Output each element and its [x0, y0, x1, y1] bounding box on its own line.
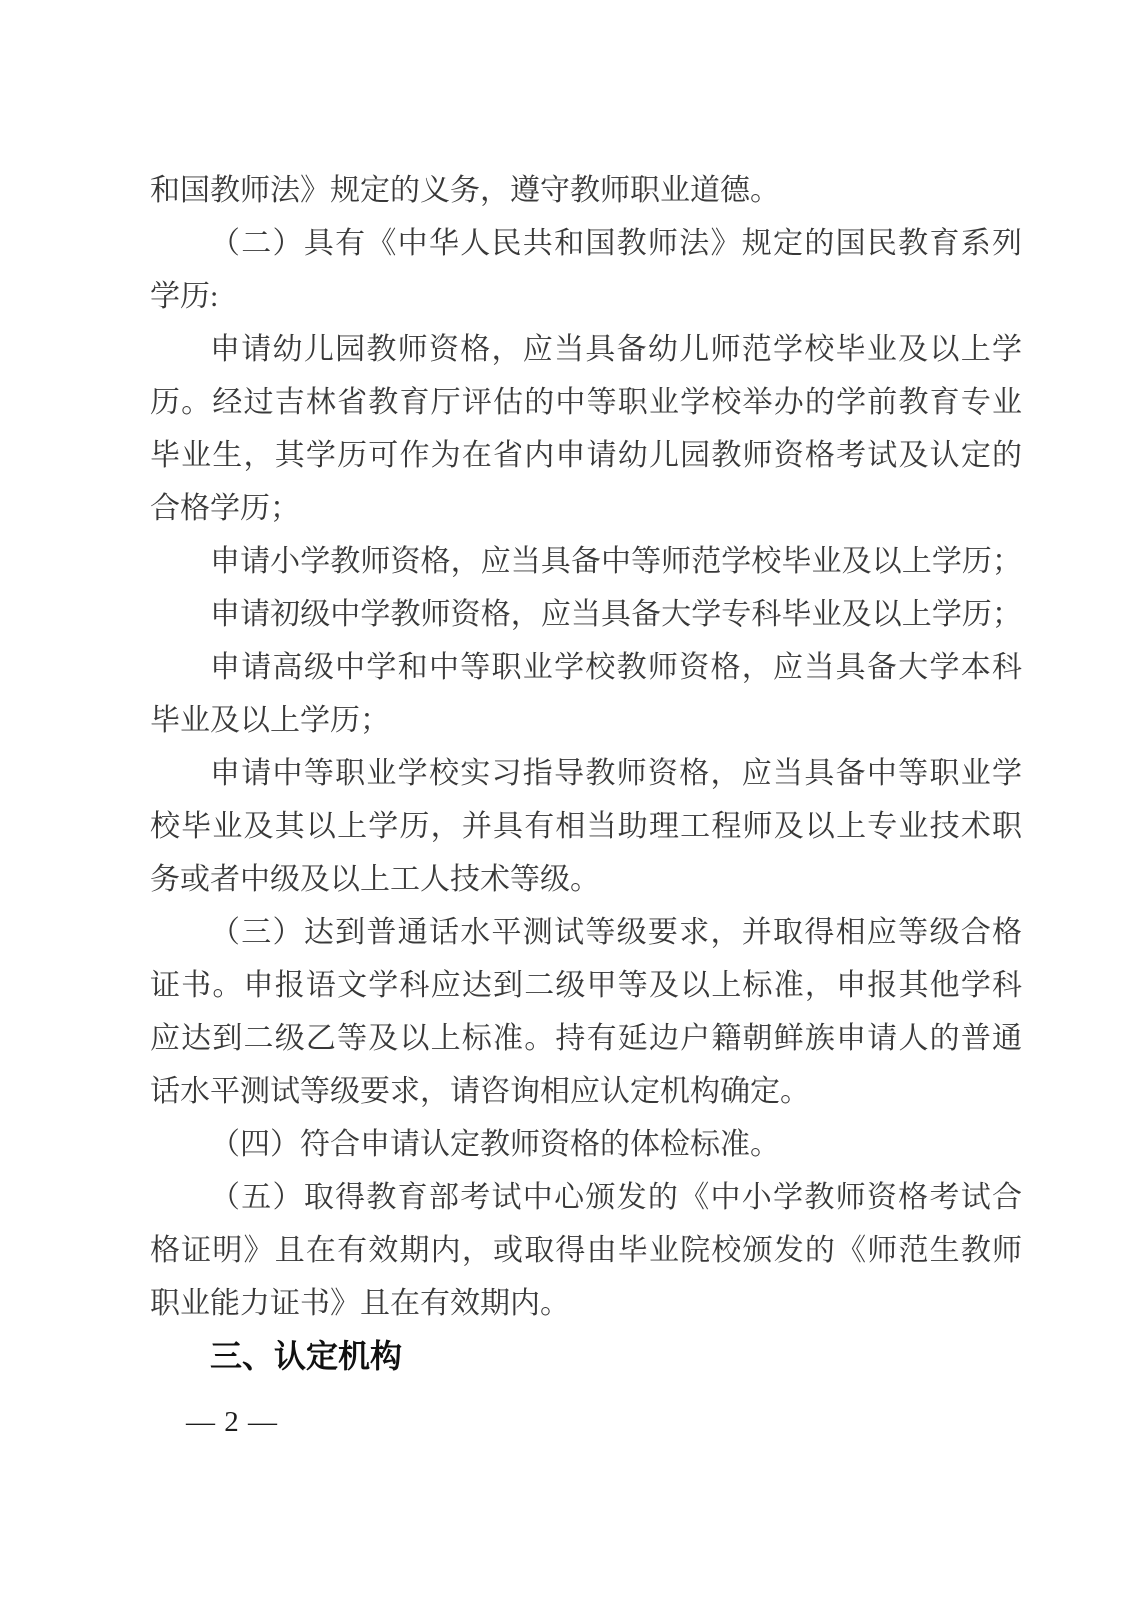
text-line: 毕业及以上学历；: [150, 704, 390, 737]
text-line: 申请初级中学教师资格，应当具备大学专科毕业及以上学历；: [210, 598, 1022, 631]
text-line: 话水平测试等级要求，请咨询相应认定机构确定。: [150, 1075, 810, 1108]
text-line: 务或者中级及以上工人技术等级。: [150, 863, 600, 896]
page-number: — 2 —: [186, 1406, 278, 1438]
text-line: 和国教师法》规定的义务，遵守教师职业道德。: [150, 174, 780, 207]
text-line: 申请中等职业学校实习指导教师资格，应当具备中等职业学: [210, 757, 1022, 790]
text-line: 申请幼儿园教师资格，应当具备幼儿师范学校毕业及以上学: [210, 333, 1022, 366]
text-line: 学历:: [150, 280, 219, 313]
text-line: 应达到二级乙等及以上标准。持有延边户籍朝鲜族申请人的普通: [150, 1022, 1022, 1055]
text-line: 格证明》且在有效期内，或取得由毕业院校颁发的《师范生教师: [150, 1234, 1022, 1267]
text-line: 合格学历；: [150, 492, 300, 525]
text-line: 校毕业及其以上学历，并具有相当助理工程师及以上专业技术职: [150, 810, 1022, 843]
text-line: 申请高级中学和中等职业学校教师资格，应当具备大学本科: [210, 651, 1022, 684]
text-line: 证书。申报语文学科应达到二级甲等及以上标准，申报其他学科: [150, 969, 1022, 1002]
text-line: 申请小学教师资格，应当具备中等师范学校毕业及以上学历；: [210, 545, 1022, 578]
text-line: 历。经过吉林省教育厅评估的中等职业学校举办的学前教育专业: [150, 386, 1022, 419]
text-line: 职业能力证书》且在有效期内。: [150, 1287, 570, 1320]
document-body: [150, 164, 1022, 1383]
text-line: （五）取得教育部考试中心颁发的《中小学教师资格考试合: [210, 1181, 1022, 1214]
text-line: （二）具有《中华人民共和国教师法》规定的国民教育系列: [210, 227, 1022, 260]
section-heading: 三、认定机构: [210, 1338, 403, 1374]
text-line: 毕业生，其学历可作为在省内申请幼儿园教师资格考试及认定的: [150, 439, 1022, 472]
text-line: （三）达到普通话水平测试等级要求，并取得相应等级合格: [210, 916, 1022, 949]
text-line: （四）符合申请认定教师资格的体检标准。: [210, 1128, 780, 1161]
